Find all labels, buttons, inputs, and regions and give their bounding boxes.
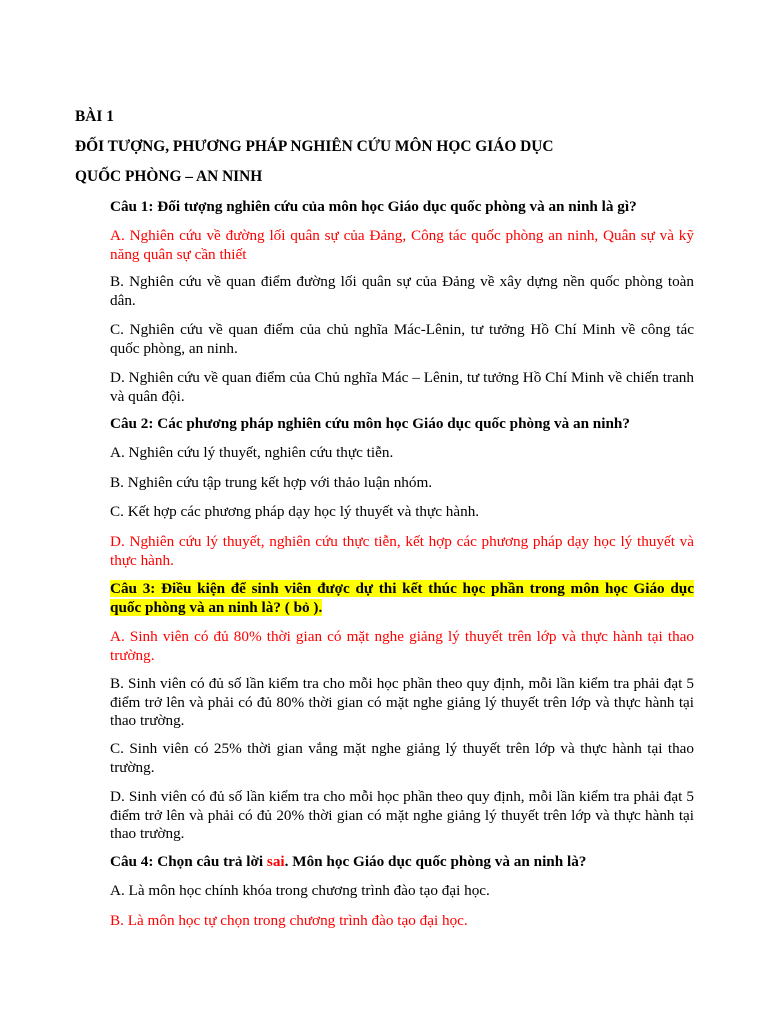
- q3-answer-b: B. Sinh viên có đủ số lần kiểm tra cho mỗi học phần theo quy định, mỗi lần kiểm tra phải đạt 5 điểm trở lên và phải có đủ 80% thời gian có mặt nghe giảng lý thuyết trên lớp và thực hành tại thao trường.: [110, 675, 694, 729]
- question-1: Câu 1: Đối tượng nghiên cứu của môn học Giáo dục quốc phòng và an ninh là gì?: [110, 198, 637, 215]
- q4-answer-b: B. Là môn học tự chọn trong chương trình đào tạo đại học.: [110, 912, 468, 929]
- question-4-emphasis: sai: [266, 853, 285, 870]
- q3-answer-c: C. Sinh viên có 25% thời gian vắng mặt nghe giảng lý thuyết trên lớp và thực hành tại thao trường.: [110, 740, 694, 776]
- question-2: Câu 2: Các phương pháp nghiên cứu môn học Giáo dục quốc phòng và an ninh?: [110, 415, 630, 432]
- question-4-suffix: . Môn học Giáo dục quốc phòng và an ninh là?: [284, 853, 587, 870]
- question-4-prefix: Câu 4: Chọn câu trả lời: [110, 853, 267, 870]
- title-line-2: QUỐC PHÒNG – AN NINH: [75, 168, 263, 185]
- q1-answer-a: A. Nghiên cứu về đường lối quân sự của Đảng, Công tác quốc phòng an ninh, Quân sự và kỹ năng quân sự cần thiết: [110, 227, 694, 263]
- q4-answer-a: A. Là môn học chính khóa trong chương trình đào tạo đại học.: [110, 882, 490, 899]
- lesson-heading: BÀI 1: [75, 108, 114, 125]
- q2-answer-d: D. Nghiên cứu lý thuyết, nghiên cứu thực tiễn, kết hợp các phương pháp dạy học lý thuyết và thực hành.: [110, 533, 694, 569]
- q1-answer-c: C. Nghiên cứu về quan điểm của chủ nghĩa Mác-Lênin, tư tưởng Hồ Chí Minh về công tác quốc phòng, an ninh.: [110, 321, 694, 357]
- q3-answer-a: A. Sinh viên có đủ 80% thời gian có mặt nghe giảng lý thuyết trên lớp và thực hành tại thao trường.: [110, 628, 694, 664]
- q2-answer-c: C. Kết hợp các phương pháp dạy học lý thuyết và thực hành.: [110, 503, 480, 520]
- q1-answer-d: D. Nghiên cứu về quan điểm của Chủ nghĩa Mác – Lênin, tư tưởng Hồ Chí Minh về chiến tranh và quân đội.: [110, 369, 694, 405]
- q1-answer-b: B. Nghiên cứu về quan điểm đường lối quân sự của Đảng về xây dựng nền quốc phòng toàn dân.: [110, 273, 694, 309]
- q3-answer-d: D. Sinh viên có đủ số lần kiểm tra cho mỗi học phần theo quy định, mỗi lần kiểm tra phải đạt 5 điểm trở lên và phải có đủ 20% thời gian có mặt nghe giảng lý thuyết trên lớp và thực hành tại thao trường.: [110, 788, 694, 842]
- question-3-text: Câu 3: Điều kiện để sinh viên được dự thi kết thúc học phần trong môn học Giáo dục quốc phòng và an ninh là? ( bỏ ).: [110, 580, 694, 616]
- question-3: [110, 580, 694, 617]
- question-4: [110, 853, 694, 872]
- q2-answer-a: A. Nghiên cứu lý thuyết, nghiên cứu thực tiễn.: [110, 444, 394, 461]
- title-line-1: ĐỐI TƯỢNG, PHƯƠNG PHÁP NGHIÊN CỨU MÔN HỌC GIÁO DỤC: [75, 138, 554, 155]
- q2-answer-b: B. Nghiên cứu tập trung kết hợp với thảo luận nhóm.: [110, 474, 433, 491]
